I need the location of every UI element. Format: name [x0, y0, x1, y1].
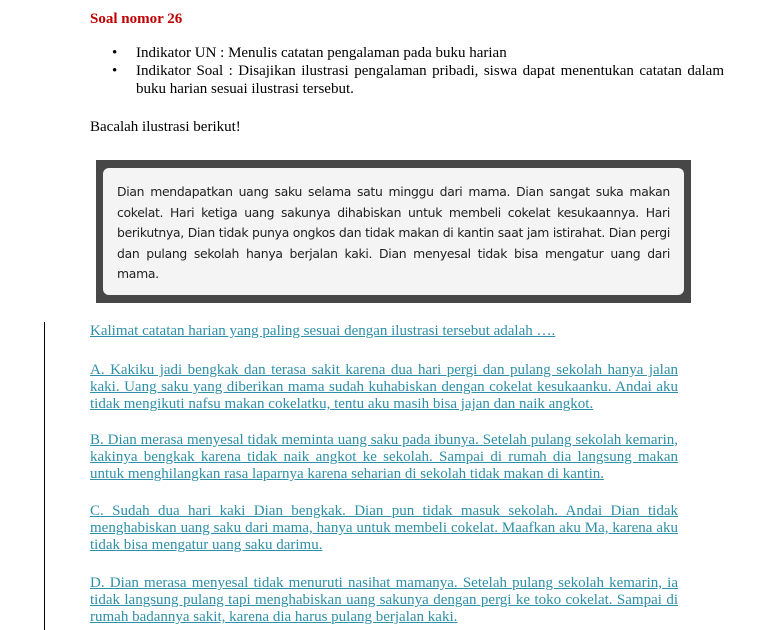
option-d[interactable]: D. Dian merasa menyesal tidak menuruti nasihat mamanya. Setelah pulang sekolah kemarin, ia tidak langsung pulang tapi menghabiskan uang sakunya dengan pergi ke toko cokelat. Sampai di rumah badannya sakit, karena dia harus pulang berjalan kaki.	[90, 575, 678, 625]
question-text[interactable]: Kalimat catatan harian yang paling sesuai dengan ilustrasi tersebut adalah ….	[90, 323, 556, 339]
option-b[interactable]: B. Dian merasa menyesal tidak meminta uang saku pada ibunya. Setelah pulang sekolah kemarin, kakinya bengkak karena tidak naik angkot ke sekolah. Sampai di rumah dia langsung makan untuk menghilangkan rasa laparnya karena seharian di sekolah tidak makan di kantin.	[90, 432, 678, 482]
instruction-text: Bacalah ilustrasi berikut!	[90, 119, 241, 135]
indicator-un: • Indikator UN : Menulis catatan pengalaman pada buku harian	[136, 44, 724, 62]
illustration-frame	[96, 160, 691, 303]
option-a[interactable]: A. Kakiku jadi bengkak dan terasa sakit karena dua hari pergi dan pulang sekolah hanya jalan kaki. Uang saku yang diberikan mama sudah kuhabiskan dengan cokelat kesukaanku. Andai aku tidak mengikuti nafsu makan cokelatku, tentu aku masih bisa jajan dan naik angkot.	[90, 362, 678, 412]
question-number-title: Soal nomor 26	[90, 11, 183, 27]
indicator-soal: • Indikator Soal : Disajikan ilustrasi pengalaman pribadi, siswa dapat menentukan catatan dalam buku harian sesuai ilustrasi tersebut.	[136, 62, 724, 98]
option-c[interactable]: C. Sudah dua hari kaki Dian bengkak. Dian pun tidak masuk sekolah. Andai Dian tidak menghabiskan uang saku dari mama, hanya untuk membeli cokelat. Maafkan aku Ma, karena aku tidak bisa mengatur uang saku darimu.	[90, 503, 678, 553]
margin-rule	[44, 322, 45, 630]
illustration-text: Dian mendapatkan uang saku selama satu minggu dari mama. Dian sangat suka makan cokelat. Hari ketiga uang sakunya dihabiskan untuk membeli cokelat kesukaannya. Hari berikutnya, Dian tidak punya ongkos dan tidak makan di kantin saat jam istirahat. Dian pergi dan pulang sekolah hanya berjalan kaki. Dian menyesal tidak bisa mengatur uang dari mama.	[103, 168, 684, 295]
indicator-list	[96, 44, 724, 98]
